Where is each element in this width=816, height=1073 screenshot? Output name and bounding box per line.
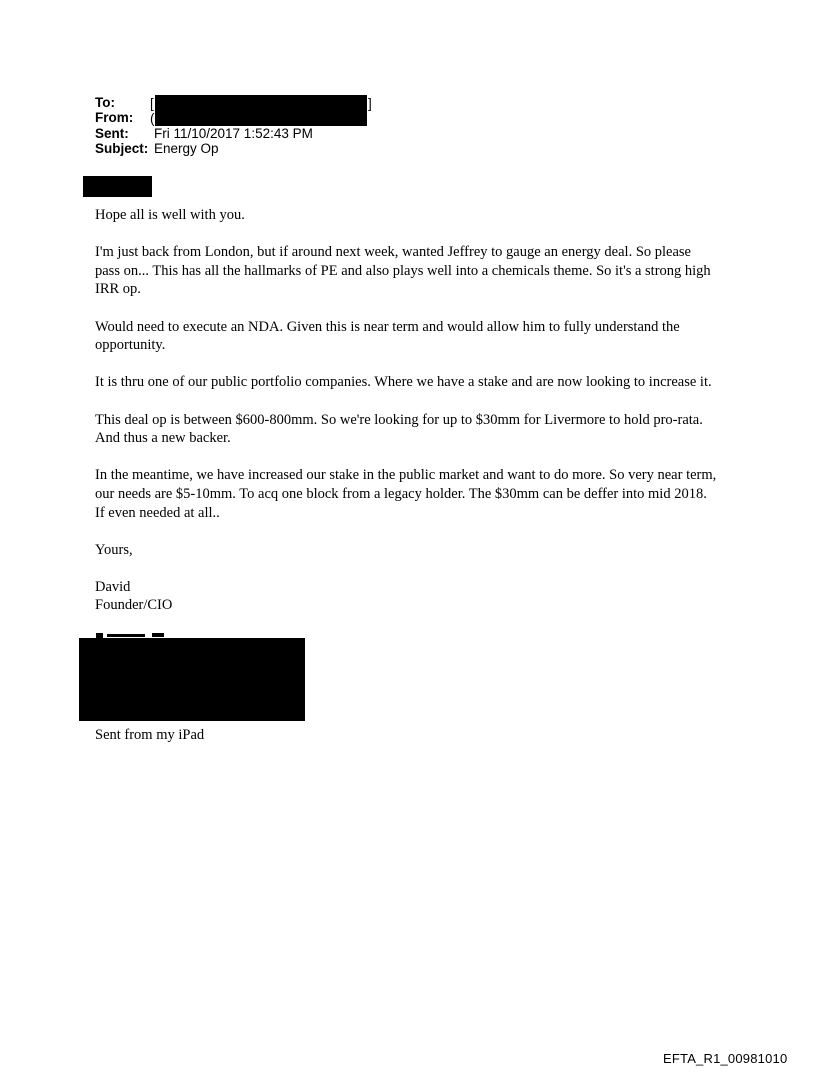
email-body [95,206,719,634]
greeting-redaction-bar [83,176,152,197]
signature-name: David [95,578,131,595]
sent-label: Sent: [95,125,129,141]
closing-line: Yours, [95,541,133,558]
sent-value: Fri 11/10/2017 1:52:43 PM [154,125,313,141]
bates-number: EFTA_R1_00981010 [663,1051,788,1066]
body-paragraph: This deal op is between $600-800mm. So we're looking for up to $30mm for Livermore to hold pro-rata. And thus a new backer. [95,411,710,447]
subject-value: Energy Op [154,141,219,157]
header-row-subject [95,141,313,156]
to-label: To: [95,95,115,110]
to-open-bracket: [ [150,96,154,111]
body-paragraph: Would need to execute an NDA. Given this is near term and would allow him to fully understand the opportunity. [95,318,684,354]
body-paragraph: I'm just back from London, but if around next week, wanted Jeffrey to gauge an energy deal. So please pass on... This has all the hallmarks of PE and also plays well into a chemicals theme. So it's a strong high IRR op. [95,244,715,298]
redacted-text-fragment [152,633,164,637]
sent-from-device-line: Sent from my iPad [95,727,205,743]
from-label: From: [95,110,134,126]
header-address-redaction-bar [155,95,367,126]
signature-block [95,578,719,634]
from-open-paren: ( [150,111,155,126]
signature-title: Founder/CIO [95,597,173,614]
signature-redaction-block [79,638,305,721]
subject-label: Subject: [95,141,149,157]
signature-company-redacted-line [95,615,719,634]
body-paragraph: It is thru one of our public portfolio companies. Where we have a stake and are now looking to increase it. [95,374,712,391]
body-paragraph: Hope all is well with you. [95,207,245,223]
body-paragraph: In the meantime, we have increased our stake in the public market and want to do more. So very near term, our needs are $5-10mm. To acq one block from a legacy holder. The $30mm can be deffer into mid 2018. If even needed at all.. [95,467,720,521]
header-row-sent [95,126,313,141]
redacted-text-fragment [107,634,145,637]
to-close-bracket: ] [368,96,372,111]
